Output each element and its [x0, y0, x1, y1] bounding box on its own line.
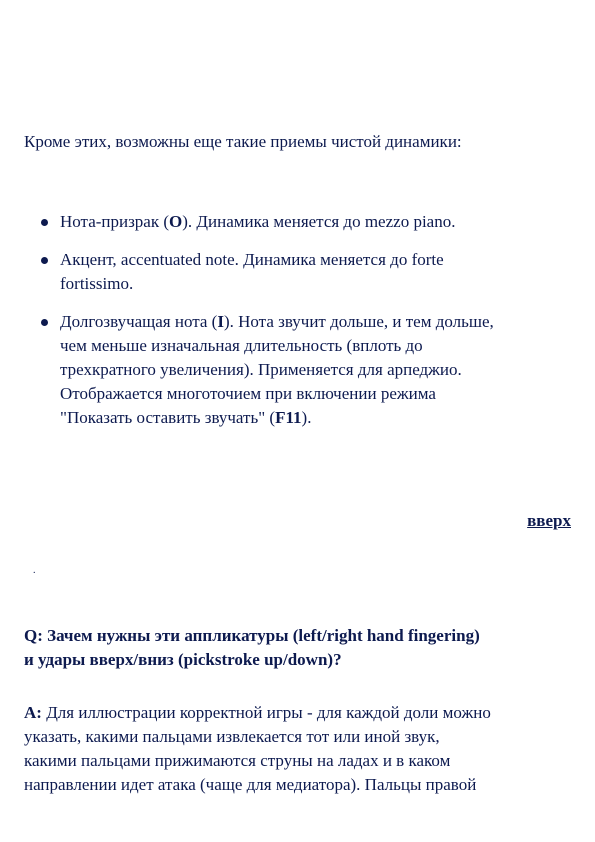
intro-paragraph: Кроме этих, возможны еще такие приемы чистой динамики: [24, 132, 462, 151]
list-item-line: Долгозвучащая нота (I). Нота звучит дольше, и тем дольше, [60, 312, 494, 331]
list-item-let-ring [24, 310, 572, 430]
faq-question [24, 624, 572, 672]
bullet-icon [41, 257, 48, 264]
answer-line: какими пальцами прижимаются струны на ладах и в каком [24, 751, 451, 770]
dynamics-list [24, 210, 572, 444]
list-item-ghost-note [24, 210, 572, 234]
list-item-line: fortissimo. [60, 274, 134, 293]
list-item-line: Отображается многоточием при включении режима [60, 384, 436, 403]
question-line: Q: Зачем нужны эти аппликатуры (left/right hand fingering) [24, 626, 480, 645]
list-item-accent [24, 248, 572, 296]
list-item-line: "Показать оставить звучать" (F11). [60, 408, 312, 427]
separator-dot: . [33, 565, 36, 576]
technique-symbol: I [217, 312, 224, 331]
list-item-line: Акцент, accentuated note. Динамика меняется до forte [60, 250, 444, 269]
list-item-line: Нота-призрак (O). Динамика меняется до mezzo piano. [60, 212, 456, 231]
technique-symbol: O [169, 212, 183, 231]
back-to-top-link[interactable]: вверх [527, 511, 571, 530]
answer-label: A: [24, 703, 42, 722]
answer-line: направлении идет атака (чаще для медиатора). Пальцы правой [24, 775, 477, 794]
question-line: и удары вверх/вниз (pickstroke up/down)? [24, 650, 342, 669]
bullet-icon [41, 319, 48, 326]
list-item-line: трехкратного увеличения). Применяется для арпеджио. [60, 360, 462, 379]
answer-line: A: Для иллюстрации корректной игры - для каждой доли можно [24, 703, 491, 722]
answer-line: указать, какими пальцами извлекается тот или иной звук, [24, 727, 440, 746]
faq-answer [24, 701, 572, 797]
list-item-line: чем меньше изначальная длительность (вплоть до [60, 336, 423, 355]
bullet-icon [41, 219, 48, 226]
shortcut-key: F11 [275, 408, 302, 427]
